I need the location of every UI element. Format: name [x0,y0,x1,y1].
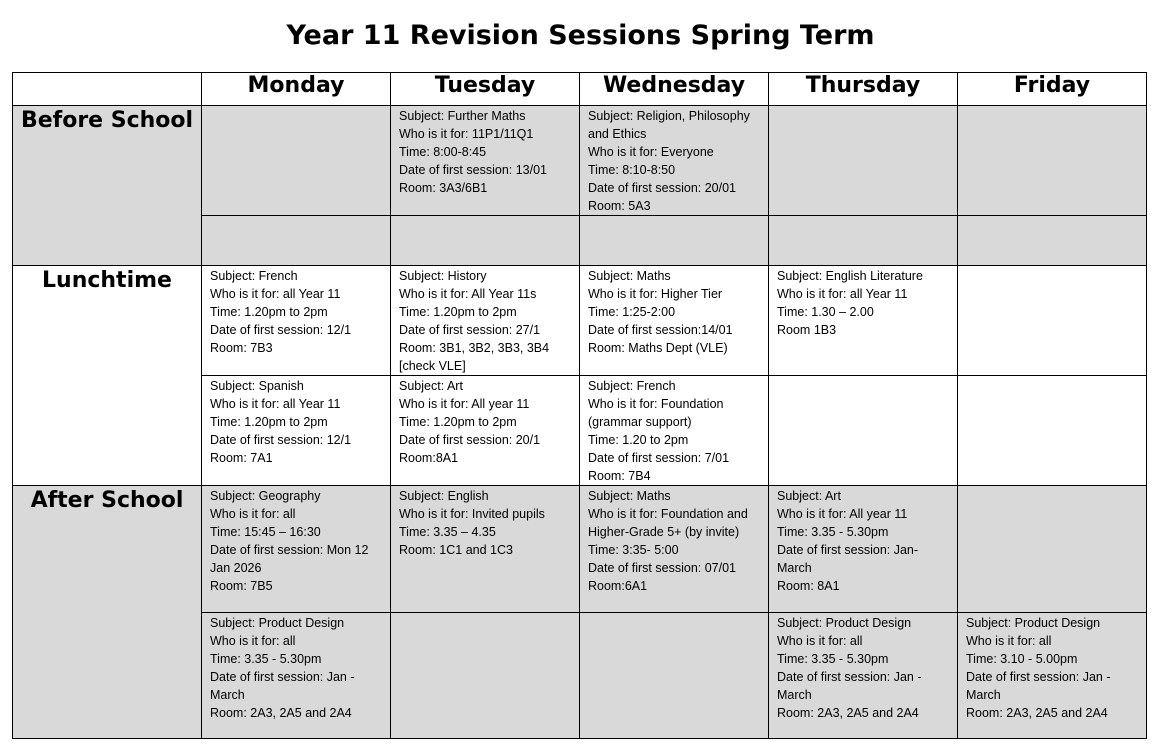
session-detail-line: Subject: Product Design [210,616,345,630]
session-detail-line: Subject: Product Design [966,616,1101,630]
day-header-tuesday: Tuesday [391,73,580,106]
session-detail-line: Date of first session: 07/01 [588,561,736,575]
session-cell [202,216,391,266]
session-detail-line: Room: 2A3, 2A5 and 2A4 [777,706,919,720]
session-detail-line: Date of first session: Jan - March [210,670,355,702]
session-detail-line: Time: 15:45 – 16:30 [210,525,321,539]
session-detail-line: Subject: Further Maths [399,109,526,123]
session-detail-line: Subject: French [588,379,676,393]
session-detail-line: Subject: Product Design [777,616,912,630]
session-cell [958,216,1147,266]
before-school-row-1 [13,106,1147,216]
session-detail-line: Date of first session: Jan - March [777,670,922,702]
session-detail-line: Date of first session:14/01 [588,323,733,337]
day-header-wednesday: Wednesday [580,73,769,106]
session-cell [958,376,1147,486]
session-detail-line: Date of first session: 12/1 [210,433,352,447]
session-detail-line: Subject: History [399,269,487,283]
lunchtime-row-1 [13,266,1147,376]
session-cell [769,216,958,266]
session-cell [769,486,958,613]
session-detail-line: Who is it for: all Year 11 [777,287,908,301]
session-cell [391,613,580,739]
day-header-monday: Monday [202,73,391,106]
session-detail-line: Time: 1.20pm to 2pm [399,305,517,319]
session-detail-line: Room: 2A3, 2A5 and 2A4 [966,706,1108,720]
session-detail-line: Room: Maths Dept (VLE) [588,341,728,355]
session-detail-line: Room: 5A3 [588,199,651,213]
session-detail-line: Date of first session: Jan- March [777,543,919,575]
session-detail-line: Time: 1:25-2:00 [588,305,676,319]
session-cell [580,216,769,266]
session-cell [391,486,580,613]
session-cell [580,376,769,486]
session-cell [769,106,958,216]
corner-cell [13,73,202,106]
session-detail-line: Date of first session: 20/01 [588,181,736,195]
session-detail-line: Who is it for: all Year 11 [210,397,341,411]
session-detail-line: Date of first session: 7/01 [588,451,730,465]
session-detail-line: Time: 8:10-8:50 [588,163,676,177]
session-cell [391,106,580,216]
session-detail-line: Who is it for: All year 11 [777,507,908,521]
session-detail-line: Subject: English Literature [777,269,923,283]
session-detail-line: Who is it for: All Year 11s [399,287,537,301]
session-detail-line: Subject: Art [399,379,463,393]
band-label-lunchtime: Lunchtime [13,266,202,486]
day-header-friday: Friday [958,73,1147,106]
session-cell [769,376,958,486]
session-cell [202,106,391,216]
session-detail-line: Subject: Art [777,489,841,503]
band-label-after-school: After School [13,486,202,739]
session-detail-line: Time: 1.20pm to 2pm [210,415,328,429]
session-cell [202,613,391,739]
session-detail-line: Time: 1.30 – 2.00 [777,305,874,319]
session-detail-line: Subject: Religion, Philosophy and Ethics [588,109,750,141]
page-title: Year 11 Revision Sessions Spring Term [286,20,875,51]
session-detail-line: Who is it for: all [210,507,296,521]
session-detail-line: Subject: Geography [210,489,321,503]
session-detail-line: Who is it for: Foundation (grammar support) [588,397,724,429]
session-cell [202,266,391,376]
session-detail-line: Date of first session: Mon 12 Jan 2026 [210,543,369,575]
session-detail-line: Who is it for: Higher Tier [588,287,723,301]
session-detail-line: Room: 7B5 [210,579,273,593]
session-detail-line: Subject: Maths [588,489,671,503]
session-detail-line: Subject: Maths [588,269,671,283]
session-cell [958,266,1147,376]
session-detail-line: Time: 1.20pm to 2pm [399,415,517,429]
session-cell [391,266,580,376]
session-detail-line: Who is it for: Invited pupils [399,507,545,521]
session-detail-line: Date of first session: 27/1 [399,323,541,337]
session-detail-line: Room: 2A3, 2A5 and 2A4 [210,706,352,720]
day-header-thursday: Thursday [769,73,958,106]
session-cell [580,486,769,613]
session-detail-line: Room: 7A1 [210,451,273,465]
session-detail-line: Room:8A1 [399,451,459,465]
session-detail-line: Time: 3.35 – 4.35 [399,525,496,539]
session-detail-line: Time: 3:35- 5:00 [588,543,679,557]
session-detail-line: Subject: Spanish [210,379,304,393]
session-detail-line: Room: 7B4 [588,469,651,483]
session-cell [958,106,1147,216]
session-detail-line: Time: 3.10 - 5.00pm [966,652,1078,666]
session-detail-line: Date of first session: Jan - March [966,670,1111,702]
session-detail-line: Who is it for: Foundation and Higher-Grade 5+ (by invite) [588,507,748,539]
session-detail-line: Time: 8:00-8:45 [399,145,487,159]
session-detail-line: Room: 1C1 and 1C3 [399,543,513,557]
session-detail-line: Room: 3B1, 3B2, 3B3, 3B4 [check VLE] [399,341,550,373]
session-cell [580,266,769,376]
session-detail-line: Subject: English [399,489,489,503]
session-detail-line: Date of first session: 20/1 [399,433,541,447]
session-detail-line: Time: 1.20 to 2pm [588,433,689,447]
session-detail-line: Subject: French [210,269,298,283]
session-detail-line: Time: 3.35 - 5.30pm [777,652,889,666]
after-school-row-1 [13,486,1147,613]
session-detail-line: Who is it for: all [777,634,863,648]
session-detail-line: Who is it for: all [966,634,1052,648]
session-cell [202,486,391,613]
session-detail-line: Room:6A1 [588,579,648,593]
session-cell [769,613,958,739]
session-detail-line: Who is it for: 11P1/11Q1 [399,127,534,141]
session-detail-line: Who is it for: All year 11 [399,397,530,411]
session-cell [391,216,580,266]
session-detail-line: Who is it for: Everyone [588,145,714,159]
session-detail-line: Room: 7B3 [210,341,273,355]
session-cell [958,486,1147,613]
session-cell [202,376,391,486]
session-detail-line: Time: 3.35 - 5.30pm [777,525,889,539]
session-detail-line: Time: 3.35 - 5.30pm [210,652,322,666]
session-detail-line: Who is it for: all Year 11 [210,287,341,301]
session-cell [769,266,958,376]
revision-timetable [12,72,1147,739]
session-cell [958,613,1147,739]
session-cell [580,106,769,216]
session-detail-line: Time: 1.20pm to 2pm [210,305,328,319]
session-detail-line: Date of first session: 12/1 [210,323,352,337]
session-detail-line: Date of first session: 13/01 [399,163,547,177]
session-cell [580,613,769,739]
session-detail-line: Room: 8A1 [777,579,840,593]
session-detail-line: Who is it for: all [210,634,296,648]
band-label-before-school: Before School [13,106,202,266]
header-row [13,73,1147,106]
session-cell [391,376,580,486]
session-detail-line: Room: 3A3/6B1 [399,181,488,195]
session-detail-line: Room 1B3 [777,323,837,337]
